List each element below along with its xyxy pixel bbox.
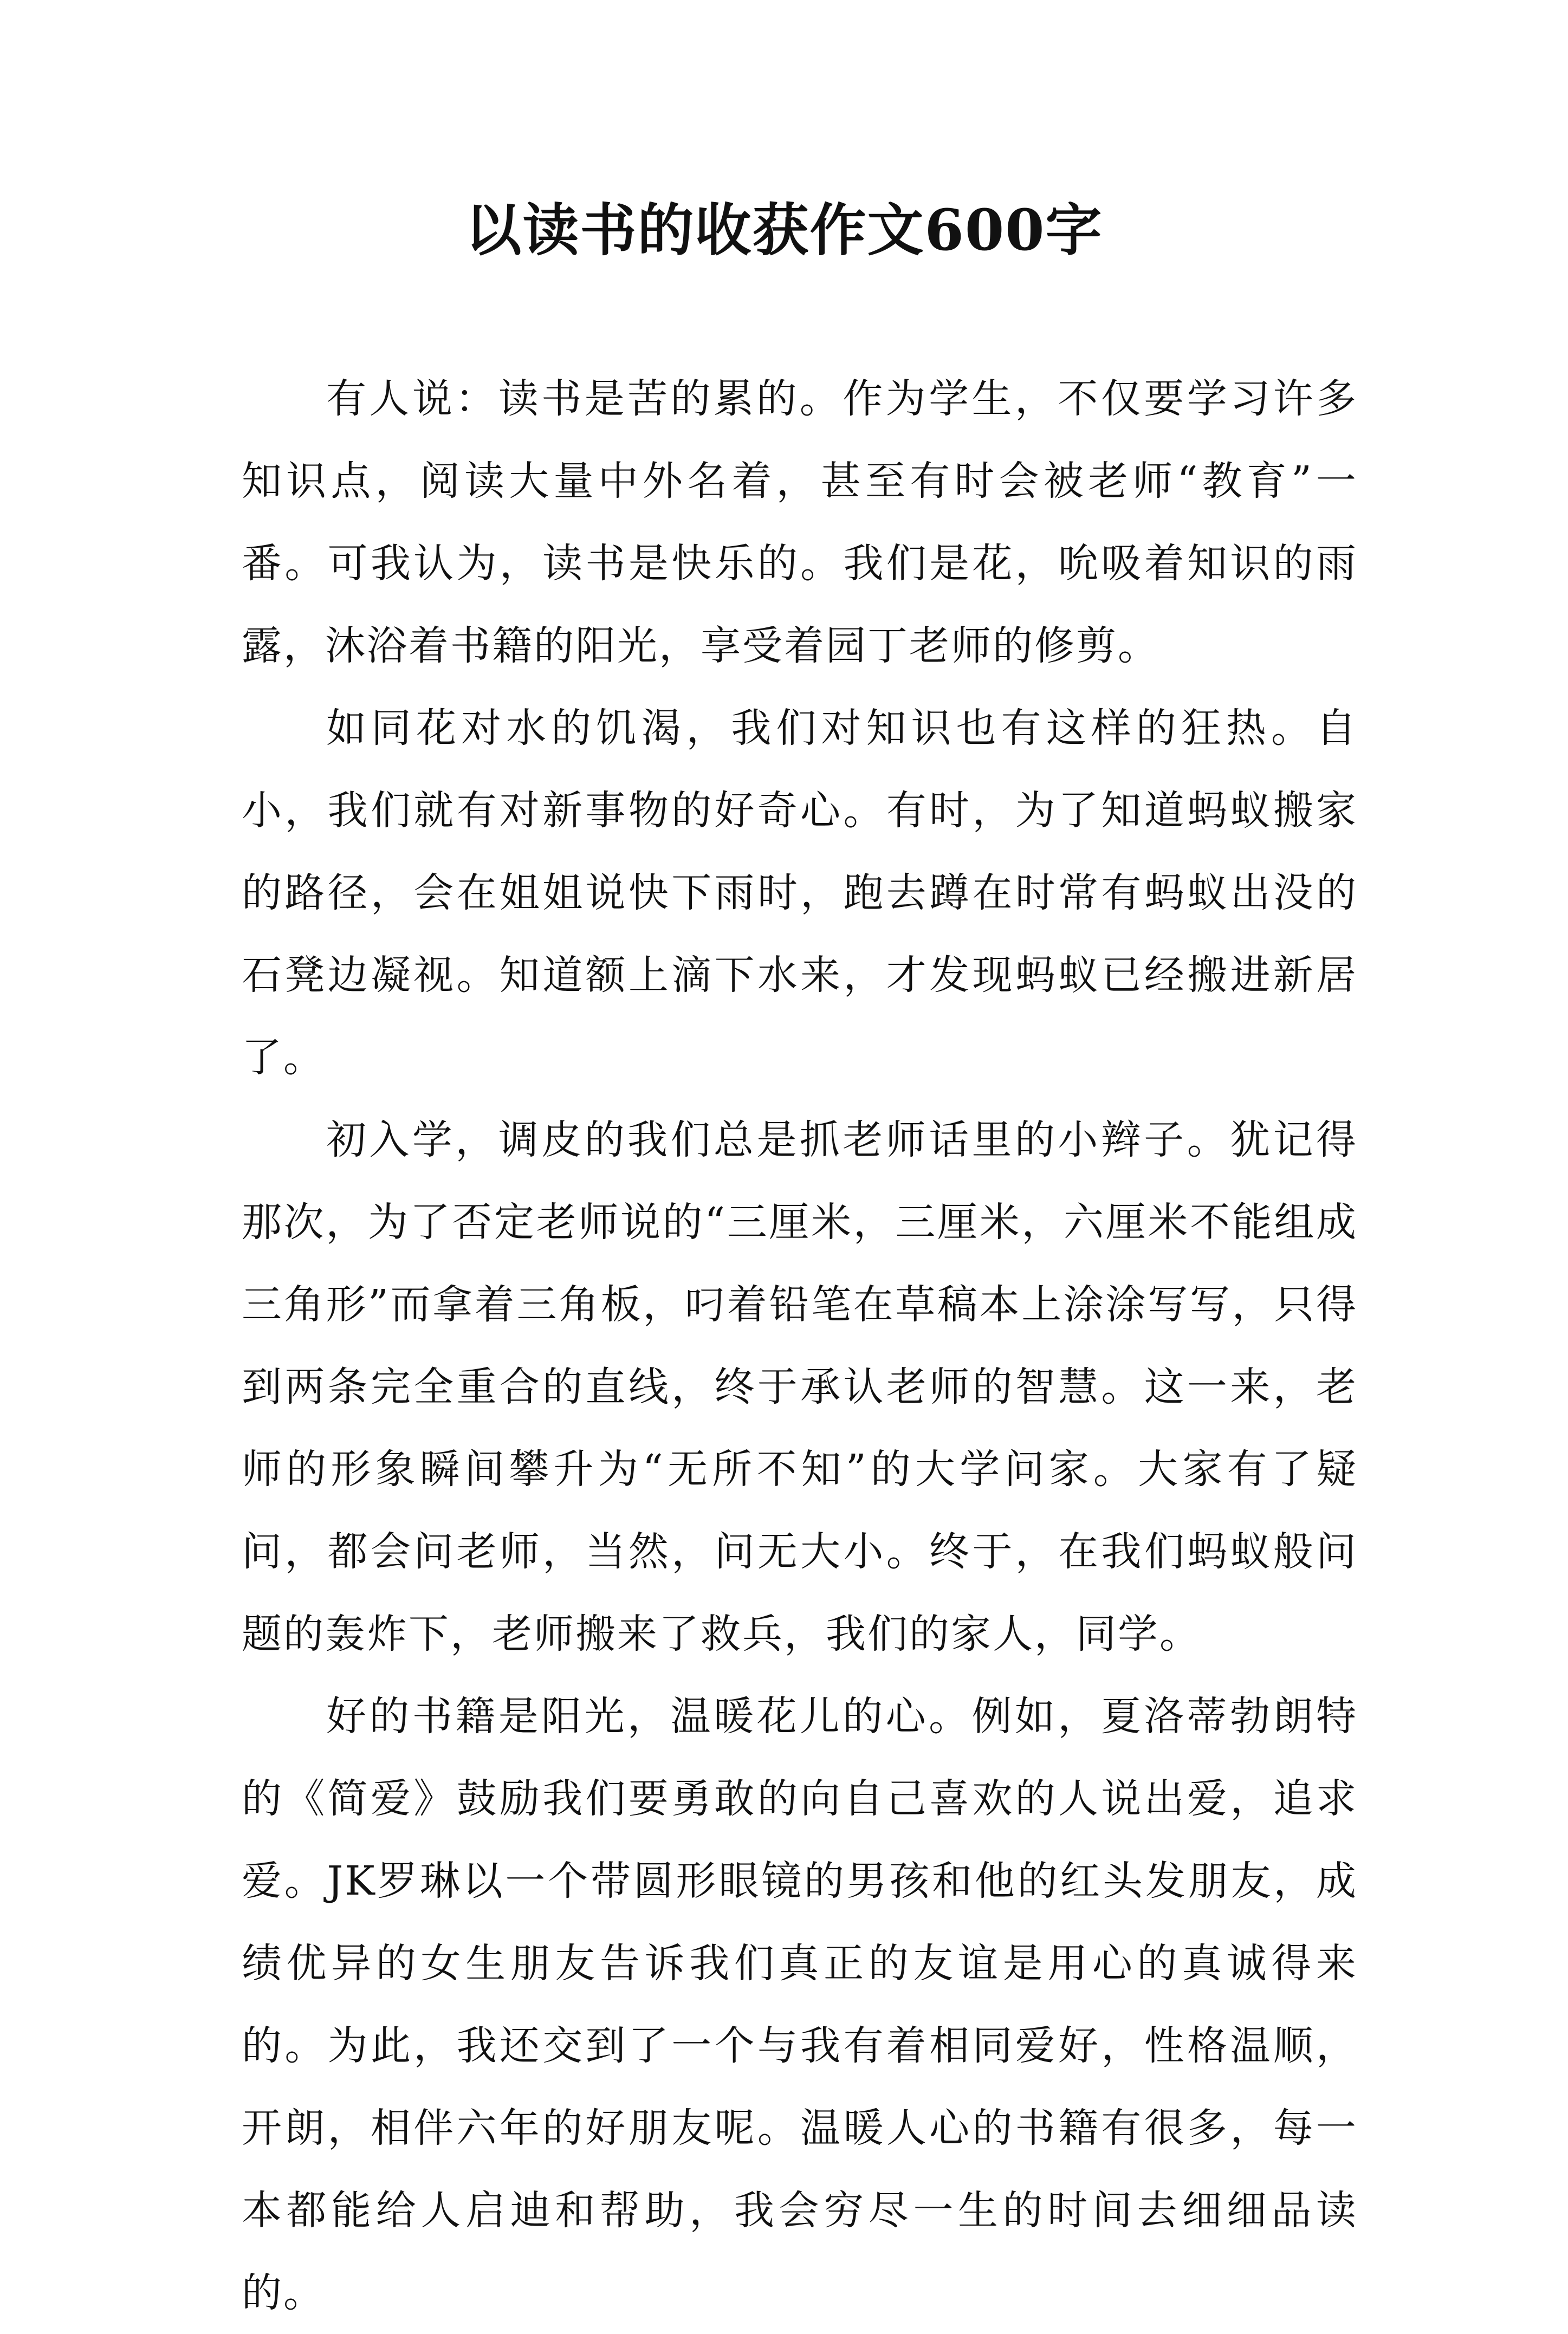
document-body (242, 358, 1358, 2334)
paragraph-4: 好的书籍是阳光，温暖花儿的心。例如，夏洛蒂勃朗特的《简爱》鼓励我们要勇敢的向自己喜欢的人说出爱，追求爱。JK罗琳以一个带圆形眼镜的男孩和他的红头发朋友，成绩优异的女生朋友告诉我们真正的友谊是用心的真诚得来的。为此，我还交到了一个与我有着相同爱好，性格温顺，开朗，相伴六年的好朋友呢。温暖人心的书籍有很多，每一本都能给人启迪和帮助，我会穷尽一生的时间去细细品读的。 (242, 1693, 1358, 2316)
paragraph-3: 初入学，调皮的我们总是抓老师话里的小辫子。犹记得那次，为了否定老师说的“三厘米，三厘米，六厘米不能组成三角形”而拿着三角板，叼着铅笔在草稿本上涂涂写写，只得到两条完全重合的直线，终于承认老师的智慧。这一来，老师的形象瞬间攀升为“无所不知”的大学问家。大家有了疑问，都会问老师，当然，问无大小。终于，在我们蚂蚁般问题的轰炸下，老师搬来了救兵，我们的家人，同学。 (242, 1117, 1358, 1657)
document-title: 以读书的收获作文600字 (465, 197, 1103, 263)
paragraph-2: 如同花对水的饥渴，我们对知识也有这样的狂热。自小，我们就有对新事物的好奇心。有时，为了知道蚂蚁搬家的路径，会在姐姐说快下雨时，跑去蹲在时常有蚂蚁出没的石凳边凝视。知道额上滴下水来，才发现蚂蚁已经搬进新居了。 (242, 705, 1358, 1081)
paragraph-1: 有人说：读书是苦的累的。作为学生，不仅要学习许多知识点，阅读大量中外名着，甚至有时会被老师“教育”一番。可我认为，读书是快乐的。我们是花，吮吸着知识的雨露，沐浴着书籍的阳光，享受着园丁老师的修剪。 (242, 375, 1358, 669)
